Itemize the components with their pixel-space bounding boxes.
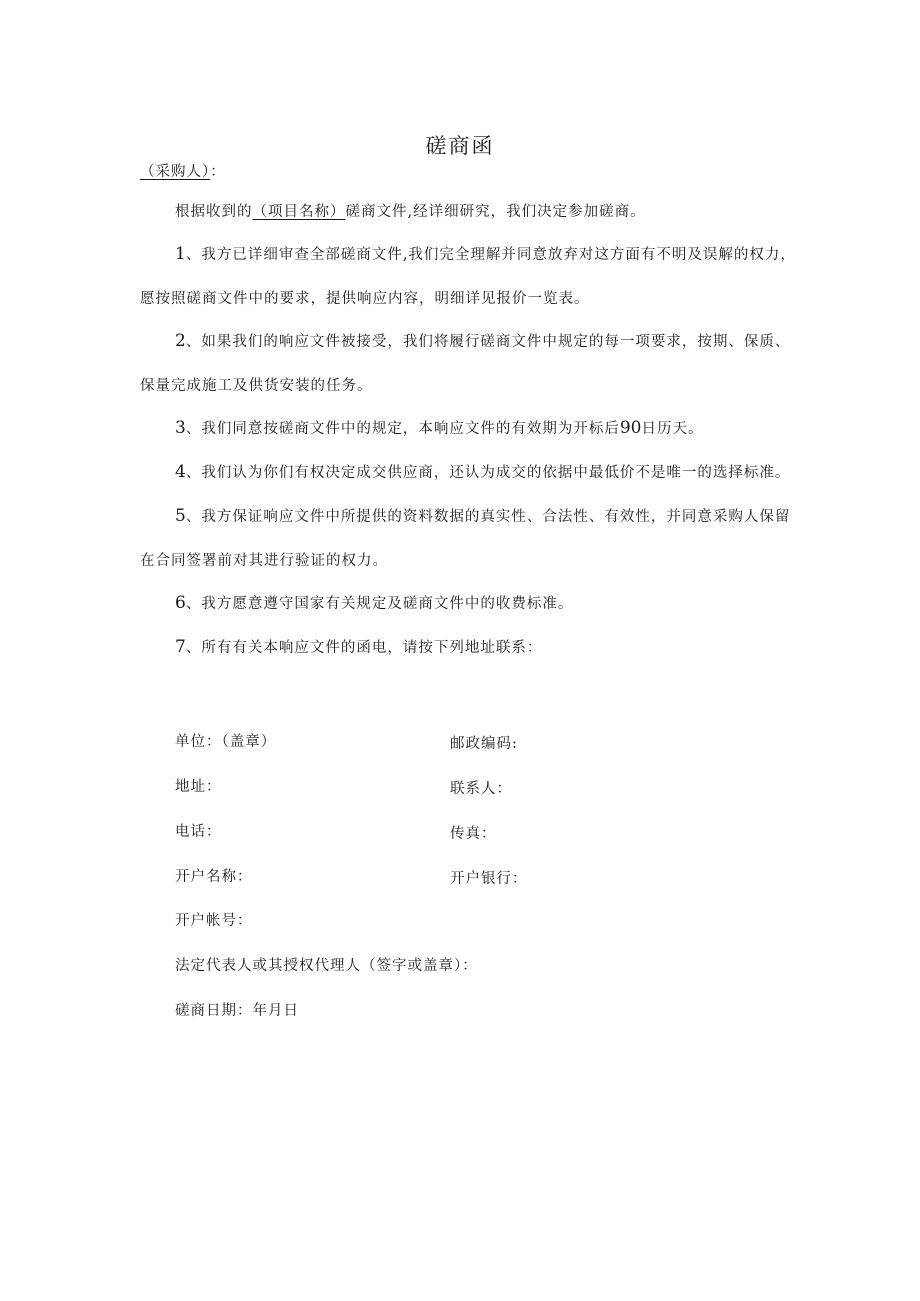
item-text: 、我方愿意遵守国家有关规定及磋商文件中的收费标准。	[185, 596, 574, 612]
item-7	[175, 636, 542, 657]
document-title: 磋商函	[425, 134, 495, 158]
item-1-continued: 愿按照磋商文件中的要求，提供响应内容，明细详见报价一览表。	[140, 291, 590, 307]
representative-signature-label: 法定代表人或其授权代理人（签字或盖章）：	[175, 958, 478, 974]
item-text: 、我们认为你们有权决定成交供应商，还认为成交的依据中最低价不是唯一的选择标准。	[185, 465, 791, 481]
bank-label: 开户银行：	[450, 871, 528, 887]
item-3	[175, 417, 703, 438]
item-number: 6	[175, 593, 186, 613]
item-text-end: 日历天。	[641, 421, 704, 437]
item-2-continued: 保量完成施工及供货安装的任务。	[140, 378, 373, 394]
item-text: 、我方已详细审查全部磋商文件,我们完全理解并同意放弃对这方面有不明及误解的权力，	[185, 247, 796, 263]
intro-paragraph	[175, 200, 646, 221]
fax-label: 传真：	[450, 826, 497, 842]
item-5	[175, 505, 790, 526]
account-name-label: 开户名称：	[175, 869, 253, 885]
item-number: 3	[175, 418, 186, 438]
item-5-continued: 在合同签署前对其进行验证的权力。	[140, 553, 388, 569]
addressee-suffix: ：	[210, 164, 226, 180]
account-number-label: 开户帐号：	[175, 913, 253, 929]
item-number: 1	[175, 244, 186, 264]
item-number: 5	[175, 506, 186, 526]
item-number: 2	[175, 331, 186, 351]
address-label: 地址：	[175, 779, 222, 795]
phone-label: 电话：	[175, 824, 222, 840]
intro-after: 磋商文件,经详细研究，我们决定参加磋商。	[345, 204, 646, 220]
validity-days: 90	[619, 418, 642, 438]
intro-before: 根据收到的	[175, 204, 253, 220]
item-2	[175, 330, 790, 351]
consultation-date-label: 磋商日期：年月日	[175, 1003, 299, 1019]
item-1	[175, 243, 796, 264]
item-text: 、所有有关本响应文件的函电，请按下列地址联系：	[185, 640, 543, 656]
unit-label: 单位：（盖章）	[175, 734, 277, 750]
addressee: （采购人）	[140, 164, 211, 180]
item-4	[175, 461, 790, 482]
postcode-label: 邮政编码:	[450, 736, 518, 752]
item-number: 4	[175, 462, 186, 482]
project-name: （项目名称）	[252, 204, 346, 220]
item-6	[175, 592, 573, 613]
item-text: 、如果我们的响应文件被接受，我们将履行磋商文件中规定的每一项要求，按期、保质、	[185, 334, 791, 350]
item-text: 、我方保证响应文件中所提供的资料数据的真实性、合法性、有效性，并同意采购人保留	[185, 509, 791, 525]
item-number: 7	[175, 637, 186, 657]
item-text: 、我们同意按磋商文件中的规定，本响应文件的有效期为开标后	[185, 421, 620, 437]
addressee-line	[140, 160, 226, 181]
contact-person-label: 联系人：	[450, 781, 512, 797]
